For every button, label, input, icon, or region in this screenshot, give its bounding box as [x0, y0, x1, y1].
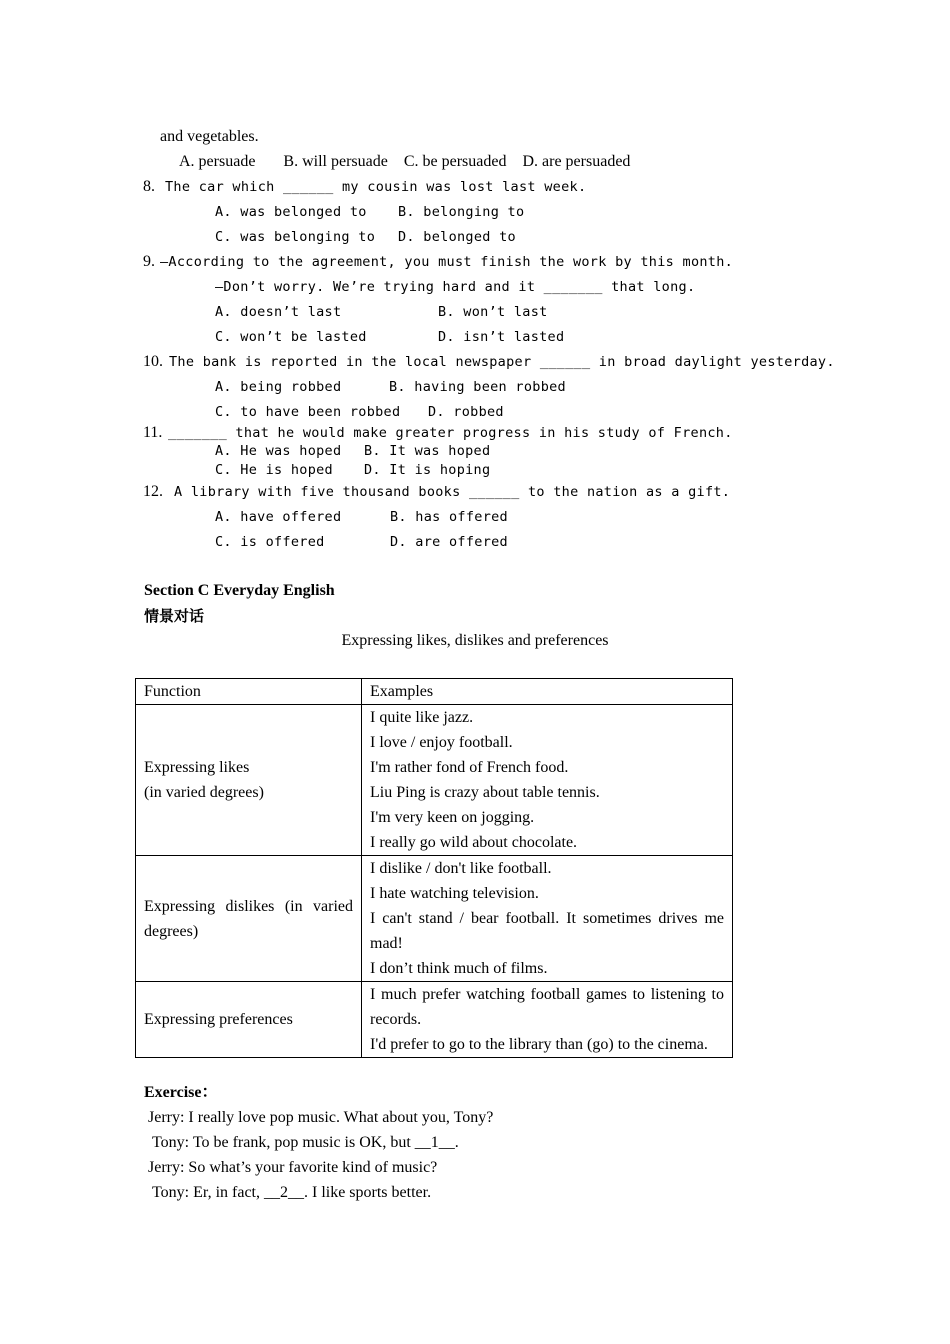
q10-number: 10.: [143, 353, 163, 370]
examples-cell-dislikes: [362, 856, 733, 982]
q12-option-c: C. is offered: [215, 534, 325, 550]
example-line: Liu Ping is crazy about table tennis.: [370, 784, 600, 801]
q9-option-a: A. doesn’t last: [215, 304, 342, 320]
example-line: I don’t think much of films.: [370, 960, 548, 977]
example-line: I can't stand / bear football. It sometimes drives me mad!: [370, 910, 724, 952]
function-text: (in varied degrees): [144, 784, 264, 801]
example-line: I really go wild about chocolate.: [370, 834, 578, 851]
q10-option-a: A. being robbed: [215, 379, 342, 395]
function-cell-preferences: [136, 982, 362, 1058]
header-examples: Examples: [362, 679, 733, 705]
example-line: I hate watching television.: [370, 885, 539, 902]
q10-option-d: D. robbed: [428, 404, 504, 420]
section-heading: Section C Everyday English: [144, 582, 335, 599]
q8-option-b: B. belonging to: [398, 204, 525, 220]
q9-stem-reply: —Don’t worry. We’re trying hard and it _______ that long.: [215, 279, 696, 295]
section-subheading: 情景对话: [144, 607, 205, 625]
q8-option-a: A. was belonged to: [215, 204, 367, 220]
q8-option-d: D. belonged to: [398, 229, 516, 245]
q12-stem: A library with five thousand books ______ to the nation as a gift.: [174, 484, 731, 500]
example-line: I much prefer watching football games to listening to records.: [370, 986, 724, 1028]
q12-number: 12.: [143, 483, 163, 500]
header-function: Function: [136, 679, 362, 705]
q7-tail: and vegetables.: [160, 128, 259, 145]
example-line: I'm rather fond of French food.: [370, 759, 569, 776]
dialogue-line: Tony: To be frank, pop music is OK, but __1__.: [152, 1134, 459, 1151]
example-line: I'd prefer to go to the library than (go) to the cinema.: [370, 1036, 708, 1053]
q9-number: 9.: [143, 253, 155, 270]
exercise-label: Exercise：: [144, 1084, 218, 1101]
q7-options: A. persuade B. will persuade C. be persuaded D. are persuaded: [179, 153, 631, 170]
dialogue-line: Tony: Er, in fact, __2__. I like sports better.: [152, 1184, 432, 1201]
q12-option-b: B. has offered: [390, 509, 508, 525]
q10-option-b: B. having been robbed: [389, 379, 566, 395]
q8-number: 8.: [143, 178, 155, 195]
q11-option-d: D. It is hoping: [364, 462, 491, 478]
function-text: Expressing dislikes (in varied degrees): [144, 897, 353, 940]
q10-stem: The bank is reported in the local newspaper ______ in broad daylight yesterday.: [169, 354, 835, 370]
q12-option-d: D. are offered: [390, 534, 508, 550]
example-line: I'm very keen on jogging.: [370, 809, 535, 826]
dialogue-line: Jerry: I really love pop music. What about you, Tony?: [148, 1109, 494, 1126]
q9-option-d: D. isn’t lasted: [438, 329, 565, 345]
examples-cell-preferences: [362, 982, 733, 1058]
table-row: [136, 705, 733, 856]
table-row: [136, 856, 733, 982]
q10-option-c: C. to have been robbed: [215, 404, 401, 420]
q12-option-a: A. have offered: [215, 509, 342, 525]
table-row: [136, 982, 733, 1058]
q8-stem: The car which ______ my cousin was lost last week.: [165, 179, 587, 195]
examples-cell-likes: [362, 705, 733, 856]
q8-option-c: C. was belonging to: [215, 229, 376, 245]
example-line: I love / enjoy football.: [370, 734, 513, 751]
example-line: I dislike / don't like football.: [370, 860, 552, 877]
function-cell-likes: [136, 705, 362, 856]
function-cell-dislikes: [136, 856, 362, 982]
q9-option-c: C. won’t be lasted: [215, 329, 367, 345]
q9-stem: —According to the agreement, you must finish the work by this month.: [160, 254, 734, 270]
q11-option-b: B. It was hoped: [364, 443, 491, 459]
function-table: [135, 678, 733, 1058]
q9-option-b: B. won’t last: [438, 304, 548, 320]
example-line: I quite like jazz.: [370, 709, 474, 726]
table-caption: Expressing likes, dislikes and preferences: [341, 632, 609, 649]
q11-option-a: A. He was hoped: [215, 443, 342, 459]
table-header-row: [136, 679, 733, 705]
q11-stem: _______ that he would make greater progress in his study of French.: [168, 425, 733, 441]
function-text: Expressing likes: [144, 759, 250, 776]
q11-option-c: C. He is hoped: [215, 462, 333, 478]
q11-number: 11.: [143, 424, 163, 441]
function-text: Expressing preferences: [144, 1011, 293, 1028]
dialogue-line: Jerry: So what’s your favorite kind of music?: [148, 1159, 438, 1176]
